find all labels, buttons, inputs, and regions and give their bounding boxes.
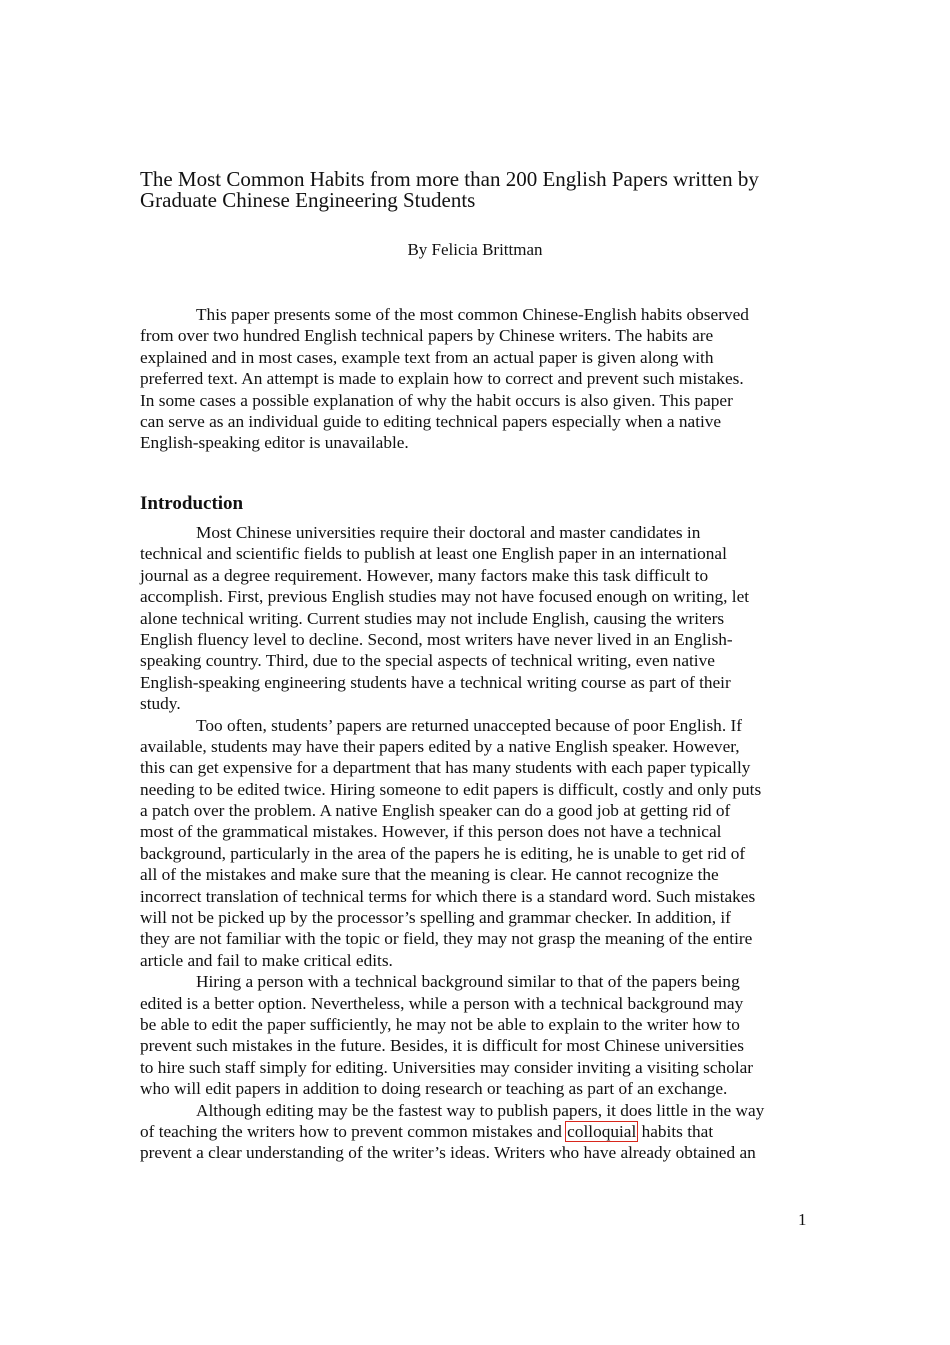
section-heading-introduction: Introduction	[140, 493, 244, 514]
body-line: to hire such staff simply for editing. Universities may consider inviting a visiting scholar	[140, 1057, 754, 1077]
body-line: this can get expensive for a department that has many students with each paper typically	[140, 758, 751, 778]
highlighted-word-colloquial[interactable]: colloquial	[567, 1121, 637, 1141]
introduction-body	[140, 522, 812, 1164]
body-line: a patch over the problem. A native English speaker can do a good job at getting rid of	[140, 801, 731, 821]
abstract-line: English-speaking editor is unavailable.	[140, 433, 409, 453]
body-line: study.	[140, 694, 181, 714]
author-byline: By Felicia Brittman	[407, 240, 543, 259]
abstract-line: In some cases a possible explanation of why the habit occurs is also given. This paper	[140, 390, 733, 410]
body-line: available, students may have their papers edited by a native English speaker. However,	[140, 736, 740, 756]
body-line: article and fail to make critical edits.	[140, 950, 393, 970]
body-line: prevent a clear understanding of the writer’s ideas. Writers who have already obtained an	[140, 1143, 756, 1163]
body-line: edited is a better option. Nevertheless, while a person with a technical background may	[140, 993, 744, 1013]
body-line: English fluency level to decline. Second, most writers have never lived in an English-	[140, 629, 733, 649]
body-line: they are not familiar with the topic or field, they may not grasp the meaning of the entire	[140, 929, 753, 949]
body-line: prevent such mistakes in the future. Besides, it is difficult for most Chinese universities	[140, 1036, 744, 1056]
page-number: 1	[798, 1210, 807, 1229]
body-line: be able to edit the paper sufficiently, he may not be able to explain to the writer how to	[140, 1014, 740, 1034]
body-line: background, particularly in the area of the papers he is editing, he is unable to get rid of	[140, 843, 746, 863]
abstract-line: can serve as an individual guide to editing technical papers especially when a native	[140, 411, 722, 431]
body-line: accomplish. First, previous English studies may not have focused enough on writing, let	[140, 587, 750, 607]
abstract-line: This paper presents some of the most common Chinese-English habits observed	[196, 305, 749, 324]
abstract-line: from over two hundred English technical papers by Chinese writers. The habits are	[140, 326, 714, 346]
body-line-with-highlight	[140, 1121, 812, 1142]
body-line: incorrect translation of technical terms for which there is a standard word. Such mistakes	[140, 886, 756, 906]
body-line: all of the mistakes and make sure that the meaning is clear. He cannot recognize the	[140, 865, 719, 885]
abstract-line: preferred text. An attempt is made to explain how to correct and prevent such mistakes.	[140, 369, 744, 389]
body-line: English-speaking engineering students have a technical writing course as part of their	[140, 672, 731, 692]
abstract	[140, 304, 812, 454]
highlight-line-before: of teaching the writers how to prevent common mistakes and	[140, 1121, 567, 1141]
title-line-2: Graduate Chinese Engineering Students	[140, 188, 476, 213]
body-line: will not be picked up by the processor’s spelling and grammar checker. In addition, if	[140, 908, 731, 928]
body-line: journal as a degree requirement. However, many factors make this task difficult to	[140, 565, 709, 585]
body-line: Hiring a person with a technical background similar to that of the papers being	[196, 972, 740, 992]
body-line: alone technical writing. Current studies may not include English, causing the writers	[140, 608, 725, 628]
body-line: Most Chinese universities require their doctoral and master candidates in	[196, 523, 701, 542]
title-line-1: The Most Common Habits from more than 200 English Papers written by	[140, 167, 759, 191]
abstract-line: explained and in most cases, example text from an actual paper is given along with	[140, 347, 714, 367]
body-line: most of the grammatical mistakes. However, if this person does not have a technical	[140, 822, 722, 842]
body-line: technical and scientific fields to publish at least one English paper in an international	[140, 544, 727, 564]
document-title	[140, 166, 820, 213]
body-line: Although editing may be the fastest way to publish papers, it does little in the way	[196, 1100, 765, 1120]
body-line: Too often, students’ papers are returned unaccepted because of poor English. If	[196, 715, 742, 735]
highlight-line-after: habits that	[637, 1121, 714, 1141]
body-line: who will edit papers in addition to doing research or teaching as part of an exchange.	[140, 1079, 728, 1099]
body-line: needing to be edited twice. Hiring someone to edit papers is difficult, costly and only puts	[140, 779, 762, 799]
body-line: speaking country. Third, due to the special aspects of technical writing, even native	[140, 651, 715, 671]
